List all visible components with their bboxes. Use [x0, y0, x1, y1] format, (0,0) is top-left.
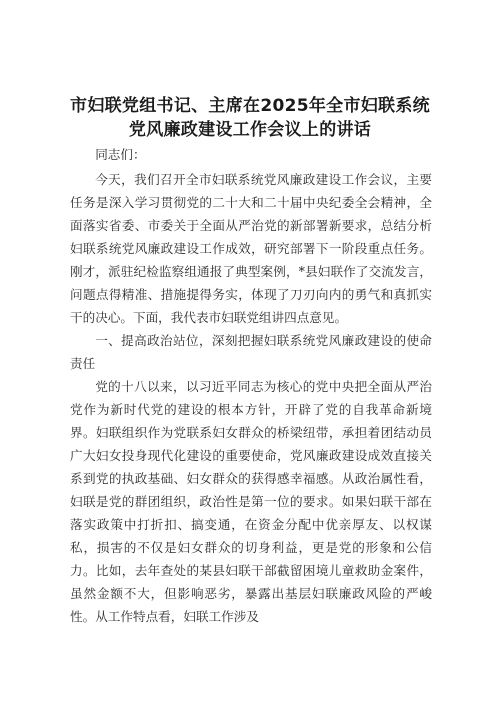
section-heading-1: 一、提高政治站位，深刻把握妇联系统党风廉政建设的使命责任 — [70, 333, 432, 371]
paragraph-section-1: 党的十八以来，以习近平同志为核心的党中央把全面从严治党作为新时代党的建设的根本方针，开辟了党的自我革命新境界。妇联组织作为党联系妇女群众的桥梁纽带，承担着团结动员广大妇女投身现代化建设的重要使命，党风廉政建设成效直接关系到党的执政基础、妇女群众的获得感幸福感。从政治属性看，妇联是党的群团组织，政治性是第一位的要求。如果妇联干部在落实政策中打折扣、搞变通，在资金分配中优亲厚友、以权谋私，损害的不仅是妇女群众的切身利益，更是党的形象和公信力。比如，去年查处的某县妇联干部截留困境儿童救助金案件，虽然金额不大，但影响恶劣，暴露出基层妇联廉政风险的严峻性。从工作特点看，妇联工作涉及 — [70, 379, 432, 624]
salutation: 同志们： — [95, 147, 146, 162]
document-title-line-2: 党风廉政建设工作会议上的讲话 — [128, 120, 372, 140]
document-body — [70, 143, 432, 628]
paragraph-intro: 今天，我们召开全市妇联系统党风廉政建设工作会议，主要任务是深入学习贯彻党的二十大和二十届中央纪委全会精神，全面落实省委、市委关于全面从严治党的新部署新要求，总结分析妇联系统党风廉政建设工作成效，研究部署下一阶段重点任务。刚才，派驻纪检监察组通报了典型案例，*县妇联作了交流发言，问题点得精准、措施提得务实，体现了刀刃向内的勇气和真抓实干的决心。下面，我代表市妇联党组讲四点意见。 — [70, 172, 432, 325]
document-title-line-1: 市妇联党组书记、主席在2025年全市妇联系统 — [70, 96, 430, 116]
